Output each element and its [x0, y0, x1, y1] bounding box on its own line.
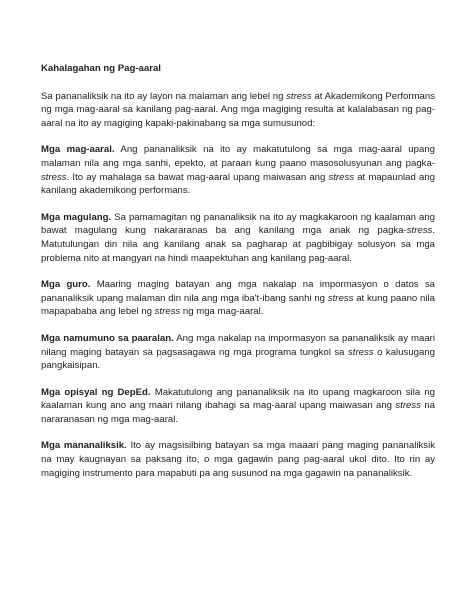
text-run: ng mga mag-aaral.	[180, 306, 264, 318]
text-run: Sa pamamagitan ng pananaliksik na ito ay magkakaroon ng kaalaman ang bawat magulang kung nakararanas ba ang kanilang mga anak ng pagka-	[41, 211, 436, 237]
section-lead: Mga namumuno sa paaralan.	[41, 332, 174, 344]
text-run: o kalusugang pangkaisipan.	[41, 346, 435, 372]
text-run-italic: stress	[328, 171, 355, 183]
intro-paragraph	[41, 90, 435, 131]
section-magulang	[41, 211, 435, 265]
text-run: Maaring maging batayan ang mga nakalap na impormasyon o datos sa pananaliksik upang malaman din nila ang mga iba't-ibang sanhi ng	[41, 279, 435, 304]
section-namumuno	[41, 332, 435, 373]
text-run-italic: stress	[154, 306, 181, 318]
text-run: at kung paano nila mapapababa ang lebel ng	[41, 292, 435, 318]
text-run-italic: stress	[348, 346, 374, 358]
text-run: at mapaunlad ang kanilang akademikong performans.	[41, 171, 435, 197]
section-mananaliksik	[41, 439, 435, 480]
section-lead: Mga mananaliksik.	[41, 440, 127, 452]
text-run: . Matutulungan din nila ang kanilang anak sa pagharap at pagbibigay solusyon sa mga problema nito at mangyari na hindi maapektuhan ang kanilang pag-aaral.	[41, 225, 435, 264]
section-lead: Mga opisyal ng DepEd.	[41, 386, 151, 398]
section-lead: Mga mag-aaral.	[41, 144, 115, 156]
text-run: Ito ay magsisilbing batayan sa mga maaari pang maging pananaliksik na may kaugnayan sa paksang ito, o mga gagawin pang pag-aaral ukol dito. Ito rin ay magiging instrumento para mapabuti pa ang susunod na mga gagawin na pananaliksik.	[41, 440, 436, 479]
text-run-italic: stress	[286, 90, 312, 102]
text-run: Makatutulong ang pananaliksik na ito upang magkaroon sila ng kaalaman kung ano ang maari nilang ibahagi sa mag-aaral upang maiwasan ang	[41, 386, 435, 412]
section-guro	[41, 278, 435, 319]
text-run: Sa pananaliksik na ito ay layon na malaman ang lebel ng	[41, 90, 287, 102]
text-run: at Akademikong Performans ng mga mag-aaral sa kanilang pag-aaral. Ang mga magiging resulta at kalalabasan ng pag-aaral na ito ay magiging kapaki-pakinabang sa mga sumusunod:	[41, 90, 435, 129]
section-mag-aaral	[41, 143, 435, 197]
section-lead: Mga magulang.	[41, 211, 112, 223]
text-run: Ang pananaliksik na ito ay makatutulong sa mga mag-aaral upang malaman nila ang mga sanhi, epekto, at paraan kung paano masosolusyunan ang pagka-	[41, 144, 435, 169]
section-deped	[41, 386, 435, 427]
document-title: Kahalagahan ng Pag-aaral	[41, 63, 161, 74]
text-run: . Ito ay mahalaga sa bawat mag-aaral upang maiwasan ang	[66, 171, 329, 183]
text-run: na nararanasan ng mga mag-aaral.	[41, 400, 435, 425]
text-run-italic: stress	[406, 225, 433, 237]
text-run: Ang mga nakalap na impormasyon sa pananaliksik ay maari nilang maging batayan sa pagsasagawa ng mga programa tungkol sa	[41, 332, 435, 358]
text-run-italic: stress	[327, 292, 354, 304]
section-lead: Mga guro.	[41, 279, 91, 291]
text-run-italic: stress	[395, 400, 421, 412]
text-run-italic: stress	[41, 171, 67, 183]
document-page	[41, 62, 435, 493]
